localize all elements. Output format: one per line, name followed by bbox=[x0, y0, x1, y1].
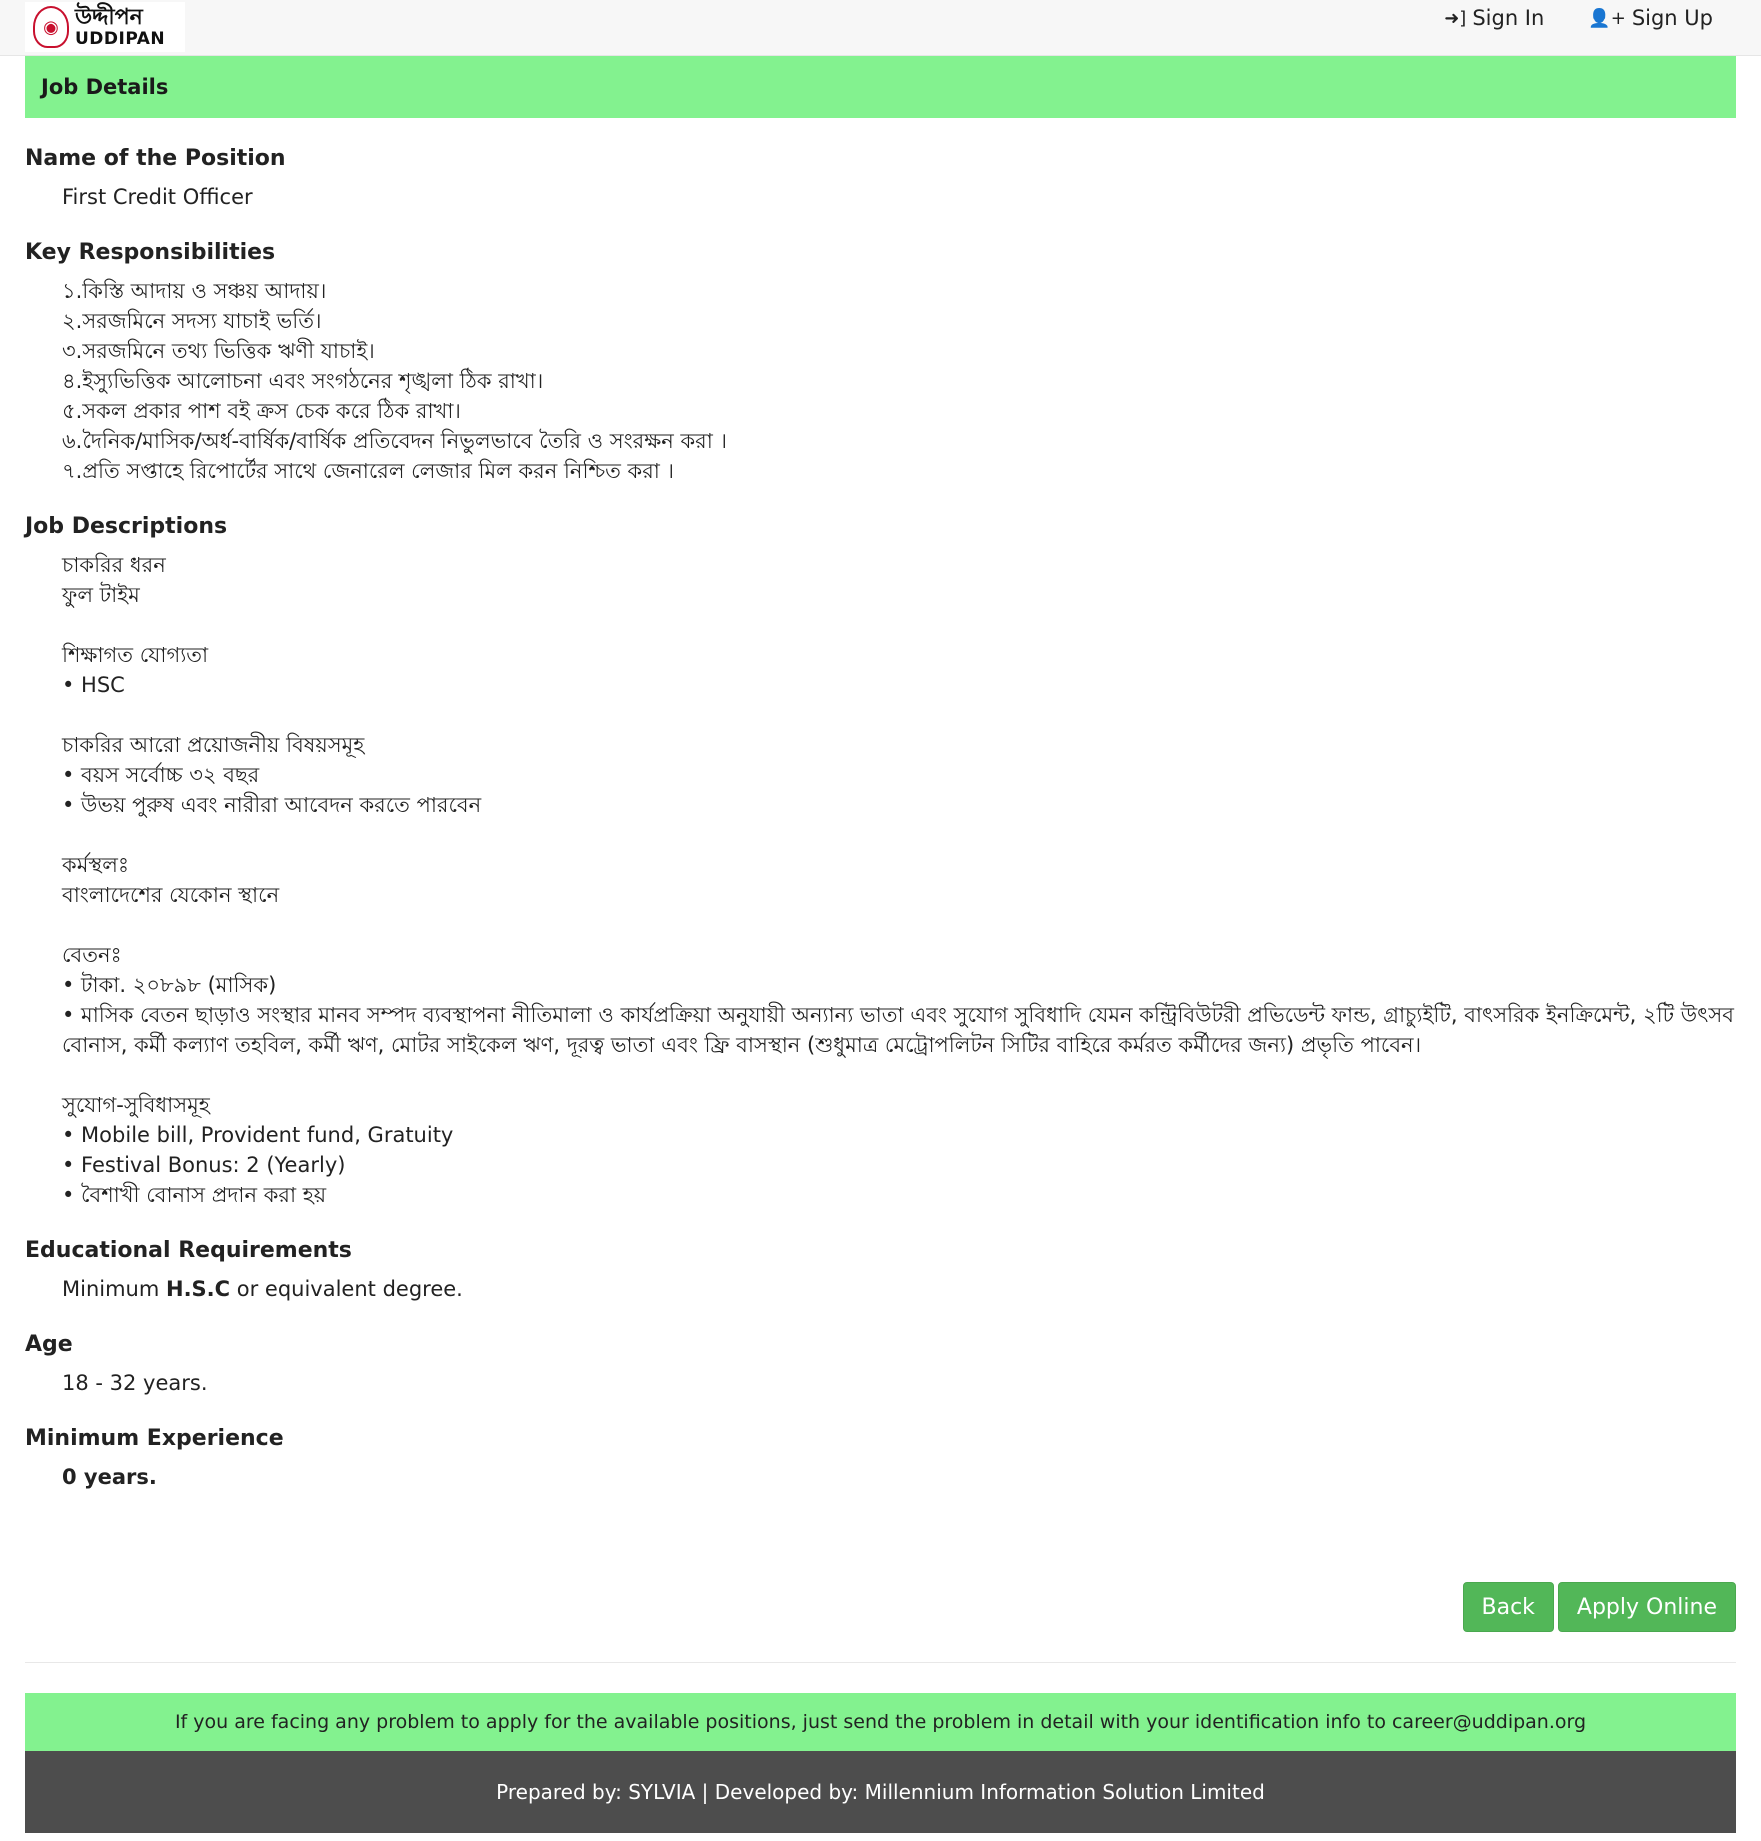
other-requirement-item: • বয়স সর্বোচ্চ ৩২ বছর bbox=[62, 763, 260, 787]
apply-online-button[interactable]: Apply Online bbox=[1558, 1582, 1736, 1632]
sign-in-label: Sign In bbox=[1472, 6, 1545, 30]
brand-name-bn: উদ্দীপন bbox=[75, 4, 143, 30]
location-label: কর্মস্থলঃ bbox=[62, 853, 130, 877]
job-details-content bbox=[25, 56, 1736, 1492]
list-item: ৫.সকল প্রকার পাশ বই ক্রস চেক করে ঠিক রাখা। bbox=[62, 399, 461, 423]
job-type-value: ফুল টাইম bbox=[62, 583, 140, 607]
list-item: ৩.সরজমিনে তথ্য ভিত্তিক ঋণী যাচাই। bbox=[62, 339, 375, 363]
action-buttons bbox=[1463, 1582, 1737, 1632]
sign-up-link[interactable] bbox=[1588, 6, 1713, 30]
degree-name: H.S.C bbox=[166, 1277, 231, 1301]
salary-item: • মাসিক বেতন ছাড়াও সংস্থার মানব সম্পদ ব্যবস্থাপনা নীতিমালা ও কার্যপ্রক্রিয়া অনুযায়ী অন্যান্য ভাতা এবং সুযোগ সুবিধাদি যেমন কন্ট্রিবিউটরী প্রভিডেন্ট ফান্ড, গ্রাচ্যুইটি, বাৎসরিক ইনক্রিমেন্ট, ২টি উৎসব বোনাস, কর্মী কল্যাণ তহবিল, কর্মী ঋণ, মোটর সাইকেল ঋণ, দূরত্ব ভাতা এবং ফ্রি বাসস্থান (শুধুমাত্র মেট্রোপলিটন সিটির বাহিরে কর্মরত কর্মীদের জন্য) প্রভৃতি পাবেন। bbox=[62, 1003, 1734, 1057]
list-item: ৬.দৈনিক/মাসিক/অর্ধ-বার্ষিক/বার্ষিক প্রতিবেদন নিভুলভাবে তৈরি ও সংরক্ষন করা । bbox=[62, 429, 727, 453]
benefits-label: সুযোগ-সুবিধাসমূহ bbox=[62, 1093, 210, 1117]
salary-item: • টাকা. ২০৮৯৮ (মাসিক) bbox=[62, 973, 277, 997]
sign-up-label: Sign Up bbox=[1631, 6, 1713, 30]
salary-label: বেতনঃ bbox=[62, 943, 122, 967]
experience-value: 0 years. bbox=[62, 1465, 157, 1489]
position-value: First Credit Officer bbox=[62, 185, 253, 209]
benefit-item: • বৈশাখী বোনাস প্রদান করা হয় bbox=[62, 1183, 327, 1207]
educational-heading: Educational Requirements bbox=[25, 1238, 352, 1263]
educational-value: Minimum H.S.C or equivalent degree. bbox=[62, 1277, 463, 1301]
age-heading: Age bbox=[25, 1332, 73, 1357]
list-item: ৭.প্রতি সপ্তাহে রিপোর্টের সাথে জেনারেল লেজার মিল করন নিশ্চিত করা । bbox=[62, 459, 675, 483]
divider bbox=[25, 1662, 1736, 1663]
benefit-item: • Festival Bonus: 2 (Yearly) bbox=[62, 1153, 346, 1177]
position-heading: Name of the Position bbox=[25, 146, 286, 171]
education-value: • HSC bbox=[62, 673, 125, 697]
auth-nav bbox=[1444, 6, 1713, 30]
other-requirements-label: চাকরির আরো প্রয়োজনীয় বিষয়সমূহ bbox=[62, 733, 365, 757]
responsibilities-list bbox=[25, 276, 1736, 486]
footer-notice: If you are facing any problem to apply for the available positions, just send the problem in detail with your identification info to career@uddipan.org bbox=[25, 1693, 1736, 1751]
panel-title: Job Details bbox=[25, 56, 1736, 118]
job-type-label: চাকরির ধরন bbox=[62, 553, 166, 577]
list-item: ১.কিস্তি আদায় ও সঞ্চয় আদায়। bbox=[62, 279, 327, 303]
age-value: 18 - 32 years. bbox=[62, 1371, 208, 1395]
user-plus-icon: 👤+ bbox=[1588, 7, 1626, 29]
education-label: শিক্ষাগত যোগ্যতা bbox=[62, 643, 209, 667]
list-item: ২.সরজমিনে সদস্য যাচাই ভর্তি। bbox=[62, 309, 322, 333]
brand-name-en: UDDIPAN bbox=[75, 28, 166, 49]
descriptions-heading: Job Descriptions bbox=[25, 514, 228, 539]
sign-in-icon: ➜] bbox=[1444, 7, 1467, 29]
location-value: বাংলাদেশের যেকোন স্থানে bbox=[62, 883, 280, 907]
benefit-item: • Mobile bill, Provident fund, Gratuity bbox=[62, 1123, 454, 1147]
other-requirement-item: • উভয় পুরুষ এবং নারীরা আবেদন করতে পারবেন bbox=[62, 793, 482, 817]
top-navbar bbox=[0, 0, 1761, 56]
list-item: ৪.ইস্যুভিত্তিক আলোচনা এবং সংগঠনের শৃঙ্খলা ঠিক রাখা। bbox=[62, 369, 544, 393]
experience-heading: Minimum Experience bbox=[25, 1426, 284, 1451]
back-button[interactable]: Back bbox=[1463, 1582, 1554, 1632]
footer-credit: Prepared by: SYLVIA | Developed by: Millennium Information Solution Limited bbox=[25, 1751, 1736, 1833]
uddipan-emblem-icon: ◉ bbox=[33, 6, 69, 48]
descriptions-body bbox=[25, 550, 1736, 1210]
brand-logo[interactable] bbox=[25, 2, 185, 52]
responsibilities-heading: Key Responsibilities bbox=[25, 240, 276, 265]
sign-in-link[interactable] bbox=[1444, 6, 1544, 30]
